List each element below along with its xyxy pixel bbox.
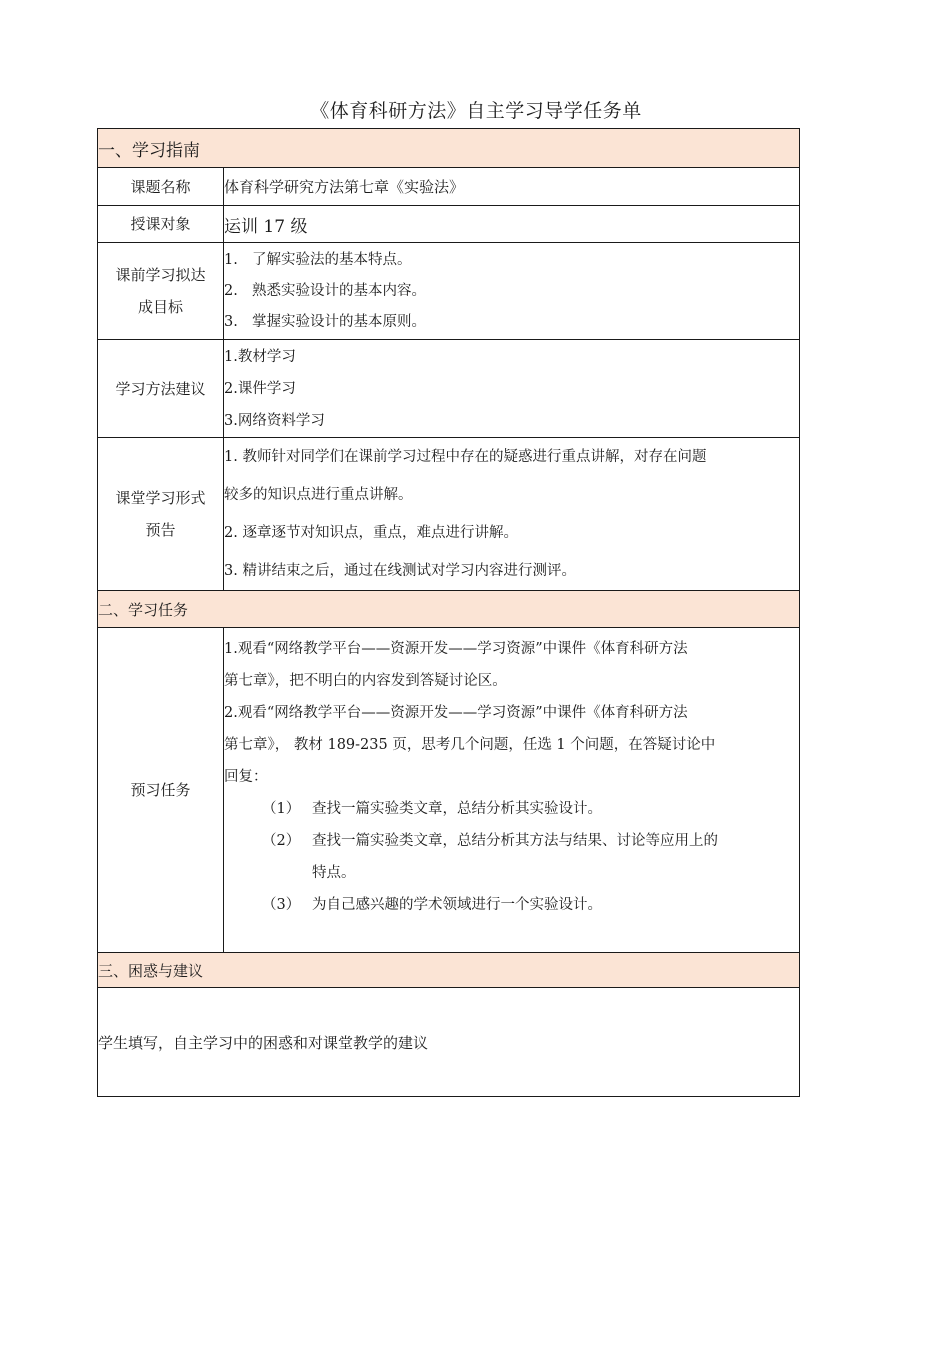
goals-label <box>98 243 224 340</box>
goal-text: 了解实验法的基本特点。 <box>252 251 412 268</box>
methods-label: 学习方法建议 <box>98 340 224 438</box>
section-header-feedback <box>98 953 800 988</box>
preview-text-line: 1.观看“网络教学平台——资源开发——学习资源”中课件《体育科研方法 <box>224 641 688 657</box>
goal-item <box>224 245 799 276</box>
goals-row <box>98 243 800 340</box>
classroom-label-line: 课堂学习形式 <box>115 489 206 507</box>
topic-value: 体育科学研究方法第七章《实验法》 <box>224 168 800 206</box>
classroom-list <box>224 438 800 591</box>
audience-row <box>98 206 800 243</box>
preview-text-line: 第七章》， 教材 189-235 页，思考几个问题，任选 1 个问题，在答疑讨论中 <box>224 737 716 753</box>
section-guide-title: 一、学习指南 <box>98 129 800 168</box>
goal-text: 熟悉实验设计的基本内容。 <box>252 282 426 299</box>
method-item: 1.教材学习 <box>224 348 296 365</box>
preview-text-line: 回复： <box>224 769 268 785</box>
preview-row <box>98 628 800 953</box>
sub-item-number: （1） <box>262 801 301 817</box>
sub-item-number: （3） <box>262 897 301 913</box>
classroom-item: 2. 逐章逐节对知识点，重点，难点进行讲解。 <box>224 525 518 541</box>
feedback-row <box>98 988 800 1097</box>
audience-label: 授课对象 <box>98 206 224 243</box>
sub-item-text: 查找一篇实验类文章，总结分析其方法与结果、讨论等应用上的 <box>312 833 718 849</box>
goal-text: 掌握实验设计的基本原则。 <box>252 313 426 330</box>
sub-item-number: （2） <box>262 833 301 849</box>
goals-label-line: 成目标 <box>137 298 183 316</box>
goals-list <box>224 243 800 340</box>
preview-text-line: 第七章》，把不明白的内容发到答疑讨论区。 <box>224 673 507 689</box>
sub-item-text: 特点。 <box>312 865 356 881</box>
goal-item <box>224 276 799 307</box>
method-item: 3.网络资料学习 <box>224 412 325 429</box>
goals-label-line: 课前学习拟达 <box>115 266 206 284</box>
goal-number: 3. <box>224 313 238 330</box>
classroom-item: 较多的知识点进行重点讲解。 <box>224 487 413 503</box>
preview-text-line: 2.观看“网络教学平台——资源开发——学习资源”中课件《体育科研方法 <box>224 705 688 721</box>
task-sheet-table <box>97 128 800 1097</box>
audience-value: 运训 17 级 <box>224 206 800 243</box>
methods-row <box>98 340 800 438</box>
section-feedback-title: 三、困惑与建议 <box>98 953 800 988</box>
sub-item-text: 为自己感兴趣的学术领域进行一个实验设计。 <box>312 897 602 913</box>
goal-number: 2. <box>224 282 238 299</box>
section-tasks-title: 二、学习任务 <box>98 591 800 628</box>
goal-item <box>224 307 799 338</box>
classroom-label <box>98 438 224 591</box>
classroom-item: 1. 教师针对同学们在课前学习过程中存在的疑惑进行重点讲解，对存在问题 <box>224 449 707 465</box>
preview-content <box>224 628 800 953</box>
classroom-item: 3. 精讲结束之后，通过在线测试对学习内容进行测评。 <box>224 563 576 579</box>
topic-row <box>98 168 800 206</box>
preview-sub-item <box>224 793 799 825</box>
classroom-label-line: 预告 <box>145 521 176 539</box>
classroom-row <box>98 438 800 591</box>
methods-list <box>224 340 800 438</box>
preview-sub-item <box>224 825 799 889</box>
document-title: 《体育科研方法》自主学习导学任务单 <box>310 100 642 122</box>
sub-item-text: 查找一篇实验类文章，总结分析其实验设计。 <box>312 801 602 817</box>
feedback-field[interactable]: 学生填写，自主学习中的困惑和对课堂教学的建议 <box>98 988 800 1097</box>
preview-sub-item <box>224 889 799 921</box>
goal-number: 1. <box>224 251 238 268</box>
section-header-tasks <box>98 591 800 628</box>
preview-label: 预习任务 <box>98 628 224 953</box>
method-item: 2.课件学习 <box>224 380 296 397</box>
section-header-guide <box>98 129 800 168</box>
topic-label: 课题名称 <box>98 168 224 206</box>
